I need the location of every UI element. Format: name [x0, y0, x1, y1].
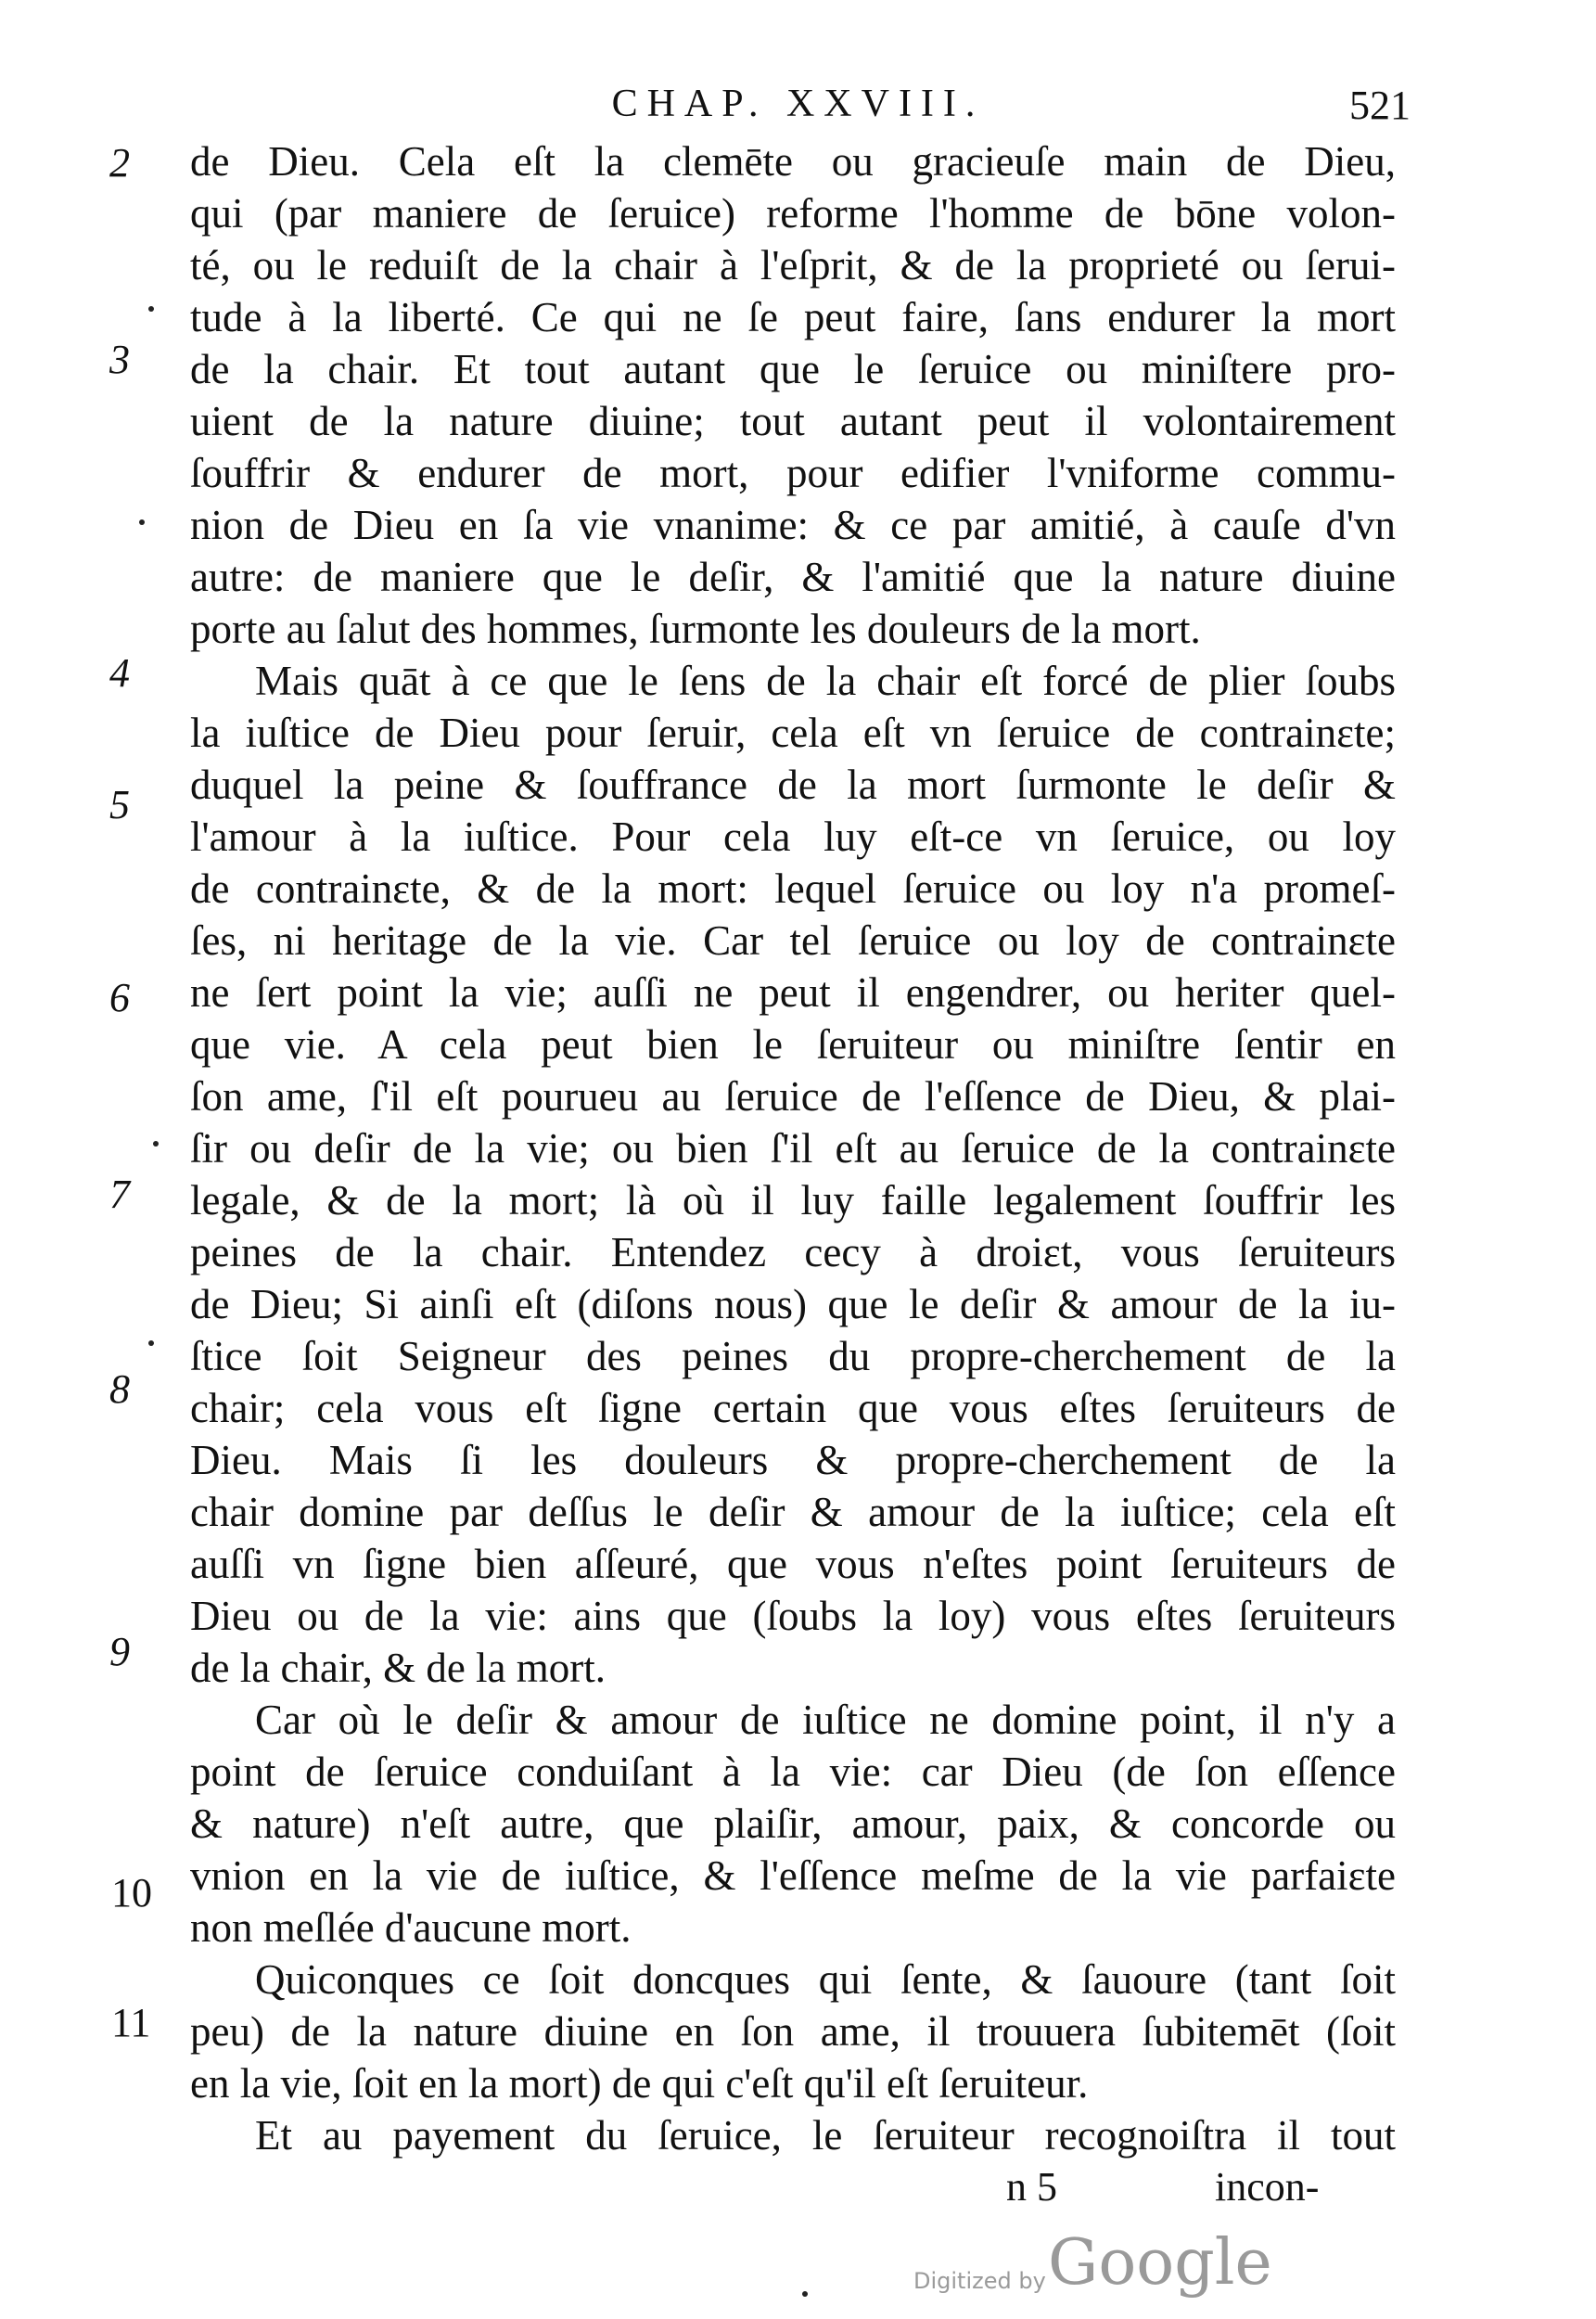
verse-number: 6: [109, 975, 130, 1020]
text-line: vnion en la vie de iuſtice, & l'eſſence meſme de la vie parfaiɛte: [190, 1852, 1396, 1899]
text-line: en la vie, ſoit en la mort) de qui c'eſt qu'il eſt ſeruiteur.: [190, 2060, 1089, 2107]
text-line: ne ſert point la vie; auſſi ne peut il engendrer, ou heriter quel-: [190, 969, 1396, 1016]
text-line: tude à la liberté. Ce qui ne ſe peut faire, ſans endurer la mort: [190, 294, 1396, 340]
verse-number: 10: [111, 1870, 152, 1915]
text-line: ſir ou deſir de la vie; ou bien ſ'il eſt au ſeruice de la contrainɛte: [190, 1125, 1396, 1172]
chapter-heading: CHAP. XXVIII.: [611, 83, 985, 125]
text-line: & nature) n'eſt autre, que plaiſir, amour, paix, & concorde ou: [190, 1800, 1396, 1847]
verse-number: 8: [109, 1366, 130, 1412]
text-line: Quiconques ce ſoit doncques qui ſente, & ſauoure (tant ſoit: [255, 1956, 1396, 2003]
text-line: de contrainɛte, & de la mort: lequel ſeruice ou loy n'a promeſ-: [190, 865, 1396, 912]
text-line: de Dieu. Cela eſt la clemēte ou gracieuſe main de Dieu,: [190, 138, 1396, 185]
scan-speck: [802, 2291, 808, 2297]
verse-number: 4: [109, 650, 130, 696]
scan-speck: [153, 1141, 159, 1147]
text-line: Et au payement du ſeruice, le ſeruiteur recognoiſtra il tout: [255, 2112, 1396, 2159]
text-line: ſouffrir & endurer de mort, pour edifier l'vniforme commu-: [190, 450, 1396, 496]
verse-number: 7: [109, 1172, 130, 1217]
text-line: ſes, ni heritage de la vie. Car tel ſeruice ou loy de contrainɛte: [190, 917, 1396, 964]
text-line: nion de Dieu en ſa vie vnanime: & ce par amitié, à cauſe d'vn: [190, 502, 1396, 548]
verse-number: 2: [109, 140, 130, 186]
text-line: Dieu. Mais ſi les douleurs & propre-cherchement de la: [190, 1437, 1396, 1483]
google-logo: Google: [1048, 2226, 1272, 2300]
text-line: porte au ſalut des hommes, ſurmonte les douleurs de la mort.: [190, 606, 1201, 652]
text-line: la iuſtice de Dieu pour ſeruir, cela eſt vn ſeruice de contrainɛte;: [190, 710, 1396, 756]
text-line: que vie. A cela peut bien le ſeruiteur ou miniſtre ſentir en: [190, 1021, 1396, 1068]
scan-speck: [139, 519, 145, 525]
text-line: de la chair. Et tout autant que le ſeruice ou miniſtere pro-: [190, 346, 1396, 392]
text-line: duquel la peine & ſouffrance de la mort ſurmonte le deſir &: [190, 762, 1396, 808]
text-line: Car où le deſir & amour de iuſtice ne domine point, il n'y a: [255, 1697, 1396, 1743]
text-line: de la chair, & de la mort.: [190, 1645, 606, 1691]
text-line: chair domine par deſſus le deſir & amour de la iuſtice; cela eſt: [190, 1489, 1396, 1535]
verse-number: 3: [109, 337, 130, 382]
text-line: legale, & de la mort; là où il luy faille legalement ſouffrir les: [190, 1177, 1396, 1224]
catchword: incon-: [1215, 2164, 1320, 2210]
digitized-label: Digitized by: [913, 2268, 1046, 2294]
text-line: Mais quāt à ce que le ſens de la chair eſt forcé de plier ſoubs: [255, 658, 1396, 704]
text-line: de Dieu; Si ainſi eſt (diſons nous) que le deſir & amour de la iu-: [190, 1281, 1396, 1327]
text-line: peines de la chair. Entendez cecy à droiɛt, vous ſeruiteurs: [190, 1229, 1396, 1275]
page-number: 521: [1349, 83, 1411, 128]
verse-number: 9: [109, 1629, 130, 1674]
text-line: chair; cela vous eſt ſigne certain que vous eſtes ſeruiteurs de: [190, 1385, 1396, 1431]
signature-mark: n 5: [1006, 2164, 1057, 2210]
text-line: uient de la nature diuine; tout autant peut il volontairement: [190, 398, 1396, 444]
text-line: ſon ame, ſ'il eſt pourueu au ſeruice de l'eſſence de Dieu, & plai-: [190, 1073, 1396, 1120]
text-line: autre: de maniere que le deſir, & l'amitié que la nature diuine: [190, 554, 1396, 600]
text-line: qui (par maniere de ſeruice) reforme l'homme de bōne volon-: [190, 190, 1396, 237]
text-line: peu) de la nature diuine en ſon ame, il trouuera ſubitemēt (ſoit: [190, 2008, 1396, 2055]
text-line: l'amour à la iuſtice. Pour cela luy eſt-ce vn ſeruice, ou loy: [190, 814, 1396, 860]
scan-speck: [148, 306, 154, 312]
text-line: Dieu ou de la vie: ains que (ſoubs la loy) vous eſtes ſeruiteurs: [190, 1593, 1396, 1639]
text-line: ſtice ſoit Seigneur des peines du propre-cherchement de la: [190, 1333, 1396, 1379]
verse-number: 11: [111, 2000, 151, 2045]
text-line: point de ſeruice conduiſant à la vie: car Dieu (de ſon eſſence: [190, 1749, 1396, 1795]
text-line: té, ou le reduiſt de la chair à l'eſprit, & de la proprieté ou ſerui-: [190, 242, 1396, 288]
scan-speck: [148, 1340, 154, 1346]
text-line: auſſi vn ſigne bien aſſeuré, que vous n'eſtes point ſeruiteurs de: [190, 1541, 1396, 1587]
text-line: non meſlée d'aucune mort.: [190, 1904, 632, 1951]
verse-number: 5: [109, 782, 130, 827]
